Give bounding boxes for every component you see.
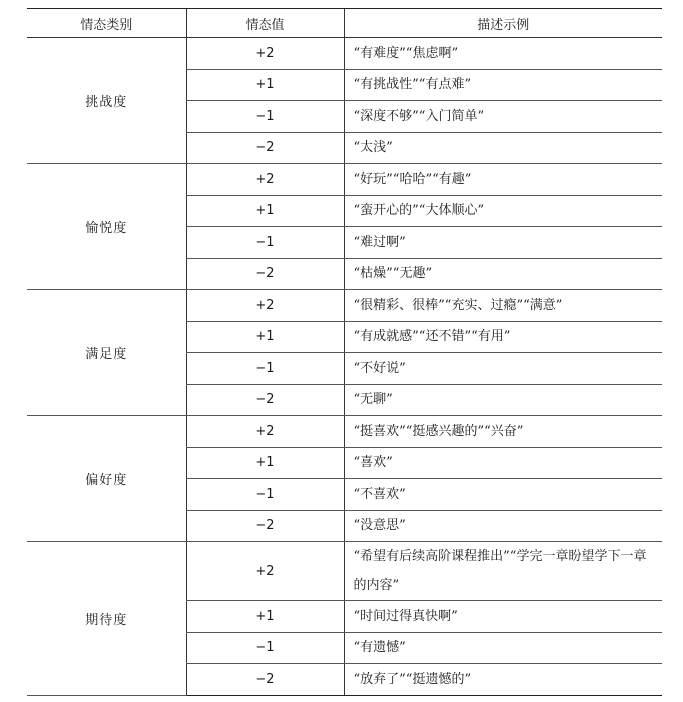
value-cell: −2 bbox=[186, 664, 344, 696]
emotion-table bbox=[27, 8, 662, 696]
description-cell: “很精彩、很棒”“充实、过瘾”“满意” bbox=[344, 290, 662, 322]
value-cell: +1 bbox=[186, 69, 344, 101]
value-cell: +1 bbox=[186, 447, 344, 479]
header-row bbox=[27, 9, 662, 38]
table-row bbox=[27, 164, 662, 196]
description-cell: “有成就感”“还不错”“有用” bbox=[344, 321, 662, 353]
description-cell: “希望有后续高阶课程推出”“学完一章盼望学下一章的内容” bbox=[344, 542, 662, 601]
value-cell: +2 bbox=[186, 290, 344, 322]
description-cell: “枯燥”“无趣” bbox=[344, 258, 662, 290]
value-cell: −2 bbox=[186, 258, 344, 290]
value-cell: +1 bbox=[186, 321, 344, 353]
table-row bbox=[27, 290, 662, 322]
description-cell: “蛮开心的”“大体顺心” bbox=[344, 195, 662, 227]
header-value: 情态值 bbox=[186, 9, 344, 38]
description-cell: “深度不够”“入门简单” bbox=[344, 101, 662, 133]
description-cell: “不喜欢” bbox=[344, 479, 662, 511]
description-cell: “有挑战性”“有点难” bbox=[344, 69, 662, 101]
value-cell: −2 bbox=[186, 132, 344, 164]
category-cell: 愉悦度 bbox=[27, 164, 186, 290]
description-cell: “有难度”“焦虑啊” bbox=[344, 38, 662, 70]
value-cell: −1 bbox=[186, 479, 344, 511]
value-cell: −1 bbox=[186, 353, 344, 385]
category-cell: 期待度 bbox=[27, 542, 186, 696]
value-cell: +2 bbox=[186, 416, 344, 448]
description-cell: “太浅” bbox=[344, 132, 662, 164]
value-cell: −1 bbox=[186, 227, 344, 259]
description-cell: “难过啊” bbox=[344, 227, 662, 259]
description-cell: “时间过得真快啊” bbox=[344, 601, 662, 633]
description-cell: “挺喜欢”“挺感兴趣的”“兴奋” bbox=[344, 416, 662, 448]
description-cell: “不好说” bbox=[344, 353, 662, 385]
description-cell: “喜欢” bbox=[344, 447, 662, 479]
description-cell: “好玩”“哈哈”“有趣” bbox=[344, 164, 662, 196]
value-cell: −1 bbox=[186, 632, 344, 664]
table-row bbox=[27, 38, 662, 70]
value-cell: −2 bbox=[186, 510, 344, 542]
value-cell: +2 bbox=[186, 542, 344, 601]
table-row bbox=[27, 542, 662, 601]
table-row bbox=[27, 416, 662, 448]
value-cell: +1 bbox=[186, 195, 344, 227]
category-cell: 挑战度 bbox=[27, 38, 186, 164]
value-cell: −1 bbox=[186, 101, 344, 133]
description-cell: “没意思” bbox=[344, 510, 662, 542]
value-cell: +2 bbox=[186, 38, 344, 70]
value-cell: −2 bbox=[186, 384, 344, 416]
category-cell: 满足度 bbox=[27, 290, 186, 416]
value-cell: +2 bbox=[186, 164, 344, 196]
description-cell: “无聊” bbox=[344, 384, 662, 416]
description-cell: “放弃了”“挺遗憾的” bbox=[344, 664, 662, 696]
header-description: 描述示例 bbox=[344, 9, 662, 38]
header-category: 情态类别 bbox=[27, 9, 186, 38]
value-cell: +1 bbox=[186, 601, 344, 633]
description-cell: “有遗憾” bbox=[344, 632, 662, 664]
category-cell: 偏好度 bbox=[27, 416, 186, 542]
